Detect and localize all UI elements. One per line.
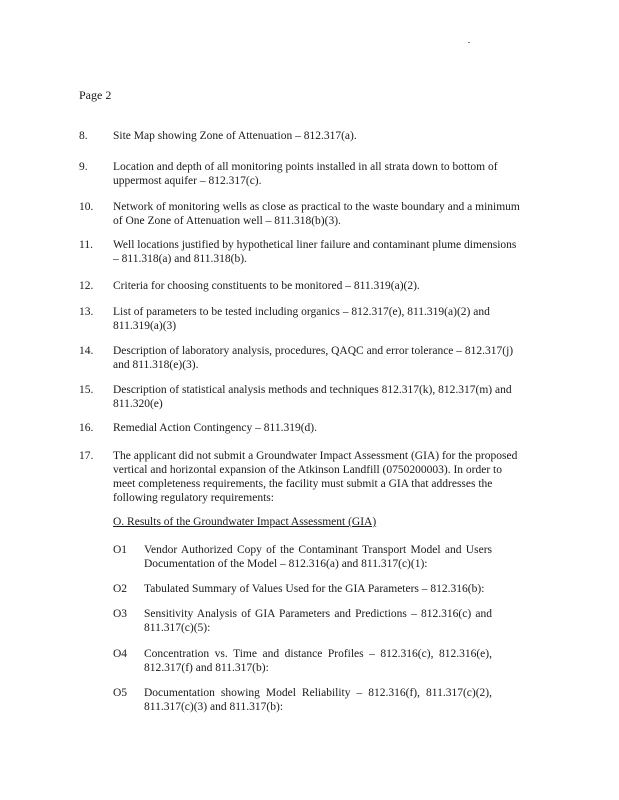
item-number: 8. <box>79 130 88 142</box>
item-text: The applicant did not submit a Groundwater Impact Assessment (GIA) for the proposed vertical and horizontal expansion of the Atkinson Landfill (0750200003). In order to meet completeness requirements, the facility must submit a GIA that addresses the following regulatory requirements: <box>113 450 518 504</box>
sub-item-code: O1 <box>113 544 128 556</box>
item-number: 15. <box>79 384 94 396</box>
item-number: 14. <box>79 345 94 357</box>
sub-item-text: Vendor Authorized Copy of the Contaminant Transport Model and Users Documentation of the Model – 812.316(a) and 811.317(c)(1): <box>144 544 492 570</box>
item-text: List of parameters to be tested including organics – 812.317(e), 811.319(a)(2) and 811.319(a)(3) <box>113 306 490 332</box>
item-number: 16. <box>79 422 94 434</box>
item-text: Location and depth of all monitoring points installed in all strata down to bottom of uppermost aquifer – 812.317(c). <box>113 161 498 187</box>
scan-speck <box>468 42 470 43</box>
item-text: Criteria for choosing constituents to be monitored – 811.319(a)(2). <box>113 280 420 292</box>
section-heading: O. Results of the Groundwater Impact Assessment (GIA) <box>113 516 377 528</box>
item-text: Description of statistical analysis methods and techniques 812.317(k), 812.317(m) and 811.320(e) <box>113 384 512 410</box>
page-number-label: Page 2 <box>79 88 112 102</box>
sub-item-text: Documentation showing Model Reliability – 812.316(f), 811.317(c)(2), 811.317(c)(3) and 811.317(b): <box>144 687 492 713</box>
item-text: Well locations justified by hypothetical liner failure and contaminant plume dimensions – 811.318(a) and 811.318(b). <box>113 239 517 265</box>
item-text: Remedial Action Contingency – 811.319(d). <box>113 422 317 434</box>
item-number: 10. <box>79 201 94 213</box>
sub-item-code: O5 <box>113 687 128 699</box>
sub-item-text: Concentration vs. Time and distance Profiles – 812.316(c), 812.316(e), 812.317(f) and 811.317(b): <box>144 648 492 674</box>
sub-item-code: O2 <box>113 583 128 595</box>
sub-item-text: Sensitivity Analysis of GIA Parameters and Predictions – 812.316(c) and 811.317(c)(5): <box>144 608 492 634</box>
item-number: 17. <box>79 450 94 462</box>
item-number: 13. <box>79 306 94 318</box>
sub-item-code: O4 <box>113 648 128 660</box>
item-text: Description of laboratory analysis, procedures, QAQC and error tolerance – 812.317(j) and 811.318(e)(3). <box>113 345 514 371</box>
sub-item-code: O3 <box>113 608 128 620</box>
item-number: 11. <box>79 239 93 251</box>
item-number: 12. <box>79 280 94 292</box>
sub-item-text: Tabulated Summary of Values Used for the GIA Parameters – 812.316(b): <box>144 583 485 595</box>
item-number: 9. <box>79 161 88 173</box>
item-text: Network of monitoring wells as close as practical to the waste boundary and a minimum of One Zone of Attenuation well – 811.318(b)(3). <box>113 201 520 227</box>
item-text: Site Map showing Zone of Attenuation – 812.317(a). <box>113 130 357 142</box>
